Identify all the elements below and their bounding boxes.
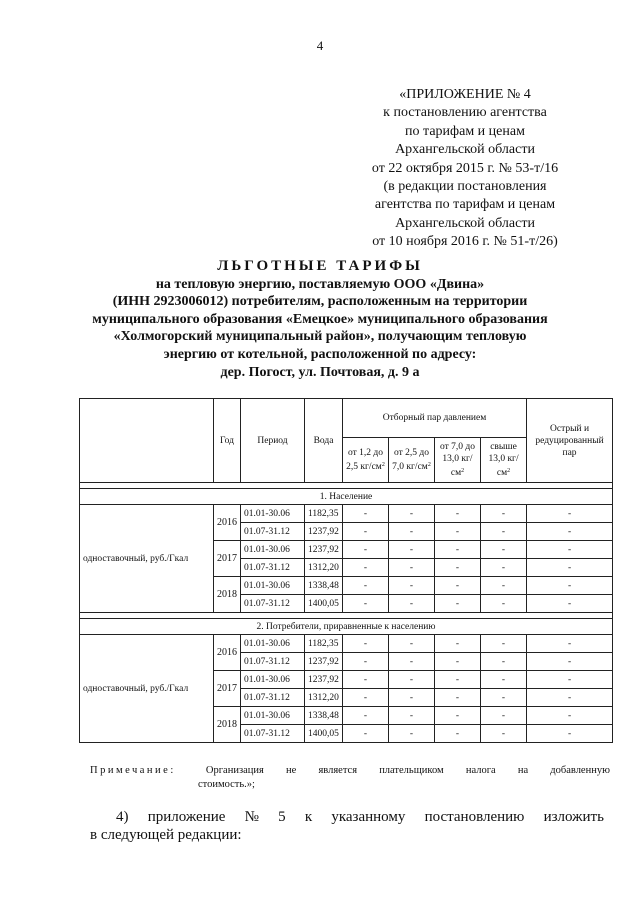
header-pressure-1-text: от 1,2 до 2,5 кг/см bbox=[346, 448, 383, 472]
header-sharp-steam: Острый и редуцированный пар bbox=[527, 399, 613, 483]
period-cell: 01.07-31.12 bbox=[241, 595, 305, 613]
steam-tariff-cell: - bbox=[481, 577, 527, 595]
steam-tariff-cell: - bbox=[389, 505, 435, 523]
steam-tariff-cell: - bbox=[481, 707, 527, 725]
steam-tariff-cell: - bbox=[527, 505, 613, 523]
steam-tariff-cell: - bbox=[343, 577, 389, 595]
section-title: 2. Потребители, приравненные к населению bbox=[80, 619, 613, 635]
steam-tariff-cell: - bbox=[389, 523, 435, 541]
steam-tariff-cell: - bbox=[343, 653, 389, 671]
steam-tariff-cell: - bbox=[343, 523, 389, 541]
paragraph-word: указанному bbox=[331, 809, 406, 825]
header-pressure-3-text: от 7,0 до 13,0 кг/см bbox=[440, 442, 475, 478]
header-pressure-4-text: свыше 13,0 кг/см bbox=[488, 442, 519, 478]
steam-tariff-cell: - bbox=[481, 505, 527, 523]
steam-tariff-cell: - bbox=[527, 689, 613, 707]
steam-tariff-cell: - bbox=[481, 689, 527, 707]
appendix-line: (в редакции постановления bbox=[383, 179, 547, 195]
period-cell: 01.07-31.12 bbox=[241, 653, 305, 671]
header-pressure-2-text: от 2,5 до 7,0 кг/см bbox=[392, 448, 429, 472]
water-tariff-cell: 1338,48 bbox=[305, 577, 343, 595]
period-cell: 01.01-30.06 bbox=[241, 707, 305, 725]
period-cell: 01.01-30.06 bbox=[241, 541, 305, 559]
steam-tariff-cell: - bbox=[343, 725, 389, 743]
header-empty bbox=[80, 399, 214, 483]
steam-tariff-cell: - bbox=[435, 595, 481, 613]
rate-type-cell: одноставочный, руб./Гкал bbox=[80, 505, 214, 613]
period-cell: 01.07-31.12 bbox=[241, 725, 305, 743]
rate-type-cell: одноставочный, руб./Гкал bbox=[80, 635, 214, 743]
steam-tariff-cell: - bbox=[481, 595, 527, 613]
note-line-1 bbox=[90, 764, 610, 778]
water-tariff-cell: 1312,20 bbox=[305, 559, 343, 577]
title-line: (ИНН 2923006012) потребителям, расположенным на территории bbox=[112, 294, 528, 310]
steam-tariff-cell: - bbox=[389, 671, 435, 689]
period-cell: 01.07-31.12 bbox=[241, 559, 305, 577]
page-number: 4 bbox=[316, 38, 324, 53]
steam-tariff-cell: - bbox=[389, 577, 435, 595]
water-tariff-cell: 1182,35 bbox=[305, 635, 343, 653]
steam-tariff-cell: - bbox=[435, 577, 481, 595]
period-cell: 01.01-30.06 bbox=[241, 671, 305, 689]
steam-tariff-cell: - bbox=[343, 671, 389, 689]
steam-tariff-cell: - bbox=[527, 635, 613, 653]
header-pressure-1 bbox=[343, 438, 389, 483]
paragraph-word: № bbox=[244, 809, 259, 825]
steam-tariff-cell: - bbox=[389, 653, 435, 671]
paragraph-word: 5 bbox=[278, 809, 286, 825]
steam-tariff-cell: - bbox=[343, 505, 389, 523]
paragraph-word: постановлению bbox=[424, 809, 525, 825]
steam-tariff-cell: - bbox=[435, 559, 481, 577]
steam-tariff-cell: - bbox=[435, 653, 481, 671]
appendix-line: от 22 октября 2015 г. № 53-т/16 bbox=[371, 160, 559, 176]
paragraph-word: изложить bbox=[543, 809, 604, 825]
paragraph-word: к bbox=[304, 809, 313, 825]
header-pressure-4 bbox=[481, 438, 527, 483]
header-pressure-2 bbox=[389, 438, 435, 483]
appendix-line: «ПРИЛОЖЕНИЕ № 4 bbox=[399, 87, 531, 102]
steam-tariff-cell: - bbox=[389, 707, 435, 725]
steam-tariff-cell: - bbox=[481, 559, 527, 577]
appendix-line: по тарифам и ценам bbox=[405, 123, 525, 139]
steam-tariff-cell: - bbox=[527, 595, 613, 613]
table-row bbox=[80, 635, 613, 653]
appendix-line: Архангельской области bbox=[395, 215, 535, 231]
water-tariff-cell: 1182,35 bbox=[305, 505, 343, 523]
superscript: 2 bbox=[427, 462, 431, 468]
water-tariff-cell: 1400,05 bbox=[305, 595, 343, 613]
note-word: добавленную bbox=[550, 765, 610, 776]
steam-tariff-cell: - bbox=[389, 725, 435, 743]
water-tariff-cell: 1400,05 bbox=[305, 725, 343, 743]
year-cell: 2017 bbox=[214, 671, 241, 707]
steam-tariff-cell: - bbox=[527, 725, 613, 743]
steam-tariff-cell: - bbox=[435, 707, 481, 725]
paragraph bbox=[90, 808, 604, 844]
period-cell: 01.07-31.12 bbox=[241, 523, 305, 541]
title-line: дер. Погост, ул. Почтовая, д. 9 а bbox=[220, 364, 420, 380]
steam-tariff-cell: - bbox=[389, 541, 435, 559]
paragraph-line-1 bbox=[90, 808, 604, 826]
note-label: Примечание: bbox=[90, 765, 176, 776]
steam-tariff-cell: - bbox=[481, 671, 527, 689]
steam-tariff-cell: - bbox=[343, 595, 389, 613]
steam-tariff-cell: - bbox=[435, 541, 481, 559]
superscript: 2 bbox=[507, 468, 511, 474]
appendix-line: от 10 ноября 2016 г. № 51-т/26) bbox=[372, 234, 558, 250]
header-pressure-3 bbox=[435, 438, 481, 483]
period-cell: 01.01-30.06 bbox=[241, 635, 305, 653]
steam-tariff-cell: - bbox=[389, 595, 435, 613]
header-period: Период bbox=[241, 399, 305, 483]
steam-tariff-cell: - bbox=[435, 505, 481, 523]
steam-tariff-cell: - bbox=[435, 635, 481, 653]
steam-tariff-cell: - bbox=[343, 559, 389, 577]
title-line: на тепловую энергию, поставляемую ООО «Двина» bbox=[155, 276, 485, 292]
year-cell: 2016 bbox=[214, 505, 241, 541]
water-tariff-cell: 1312,20 bbox=[305, 689, 343, 707]
section-title: 1. Население bbox=[80, 489, 613, 505]
appendix-line: Архангельской области bbox=[395, 142, 535, 158]
appendix-reference bbox=[300, 86, 630, 252]
note-word: не bbox=[286, 765, 297, 776]
year-cell: 2018 bbox=[214, 577, 241, 613]
table-row bbox=[80, 505, 613, 523]
steam-tariff-cell: - bbox=[527, 671, 613, 689]
water-tariff-cell: 1237,92 bbox=[305, 671, 343, 689]
note-word: является bbox=[318, 765, 358, 776]
paragraph-word: приложение bbox=[147, 809, 226, 825]
steam-tariff-cell: - bbox=[481, 653, 527, 671]
note-word: налога bbox=[465, 765, 496, 776]
section-row bbox=[80, 619, 613, 635]
steam-tariff-cell: - bbox=[481, 635, 527, 653]
steam-tariff-cell: - bbox=[343, 689, 389, 707]
steam-tariff-cell: - bbox=[435, 689, 481, 707]
header-year: Год bbox=[214, 399, 241, 483]
period-cell: 01.07-31.12 bbox=[241, 689, 305, 707]
water-tariff-cell: 1237,92 bbox=[305, 541, 343, 559]
steam-tariff-cell: - bbox=[481, 541, 527, 559]
paragraph-line-2: в следующей редакции: bbox=[90, 827, 242, 843]
header-steam-group: Отборный пар давлением bbox=[343, 399, 527, 438]
note-line-2: стоимость.»; bbox=[198, 779, 255, 790]
title-line: муниципального образования «Емецкое» муниципального образования bbox=[92, 311, 548, 327]
title-heading: ЛЬГОТНЫЕ ТАРИФЫ bbox=[217, 258, 423, 274]
steam-tariff-cell: - bbox=[343, 541, 389, 559]
steam-tariff-cell: - bbox=[389, 689, 435, 707]
steam-tariff-cell: - bbox=[435, 725, 481, 743]
note-word: на bbox=[517, 765, 529, 776]
header-water: Вода bbox=[305, 399, 343, 483]
year-cell: 2016 bbox=[214, 635, 241, 671]
steam-tariff-cell: - bbox=[481, 523, 527, 541]
period-cell: 01.01-30.06 bbox=[241, 577, 305, 595]
section-row bbox=[80, 489, 613, 505]
superscript: 2 bbox=[381, 462, 385, 468]
steam-tariff-cell: - bbox=[435, 671, 481, 689]
steam-tariff-cell: - bbox=[343, 635, 389, 653]
note-word: Организация bbox=[205, 765, 264, 776]
steam-tariff-cell: - bbox=[389, 559, 435, 577]
steam-tariff-cell: - bbox=[481, 725, 527, 743]
document-title bbox=[40, 258, 600, 381]
year-cell: 2017 bbox=[214, 541, 241, 577]
title-line: энергию от котельной, расположенной по адресу: bbox=[163, 346, 477, 362]
steam-tariff-cell: - bbox=[389, 635, 435, 653]
steam-tariff-cell: - bbox=[527, 523, 613, 541]
appendix-line: агентства по тарифам и ценам bbox=[374, 197, 556, 213]
steam-tariff-cell: - bbox=[527, 577, 613, 595]
steam-tariff-cell: - bbox=[527, 559, 613, 577]
tariff-table bbox=[79, 398, 613, 743]
paragraph-word: 4) bbox=[116, 809, 129, 825]
note-word: плательщиком bbox=[379, 765, 444, 776]
water-tariff-cell: 1237,92 bbox=[305, 523, 343, 541]
steam-tariff-cell: - bbox=[527, 707, 613, 725]
period-cell: 01.01-30.06 bbox=[241, 505, 305, 523]
note bbox=[90, 764, 610, 792]
steam-tariff-cell: - bbox=[343, 707, 389, 725]
appendix-line: к постановлению агентства bbox=[383, 105, 547, 121]
steam-tariff-cell: - bbox=[527, 541, 613, 559]
steam-tariff-cell: - bbox=[527, 653, 613, 671]
title-line: «Холмогорский муниципальный район», получающим тепловую bbox=[113, 329, 527, 345]
superscript: 2 bbox=[461, 468, 465, 474]
steam-tariff-cell: - bbox=[435, 523, 481, 541]
year-cell: 2018 bbox=[214, 707, 241, 743]
water-tariff-cell: 1237,92 bbox=[305, 653, 343, 671]
water-tariff-cell: 1338,48 bbox=[305, 707, 343, 725]
